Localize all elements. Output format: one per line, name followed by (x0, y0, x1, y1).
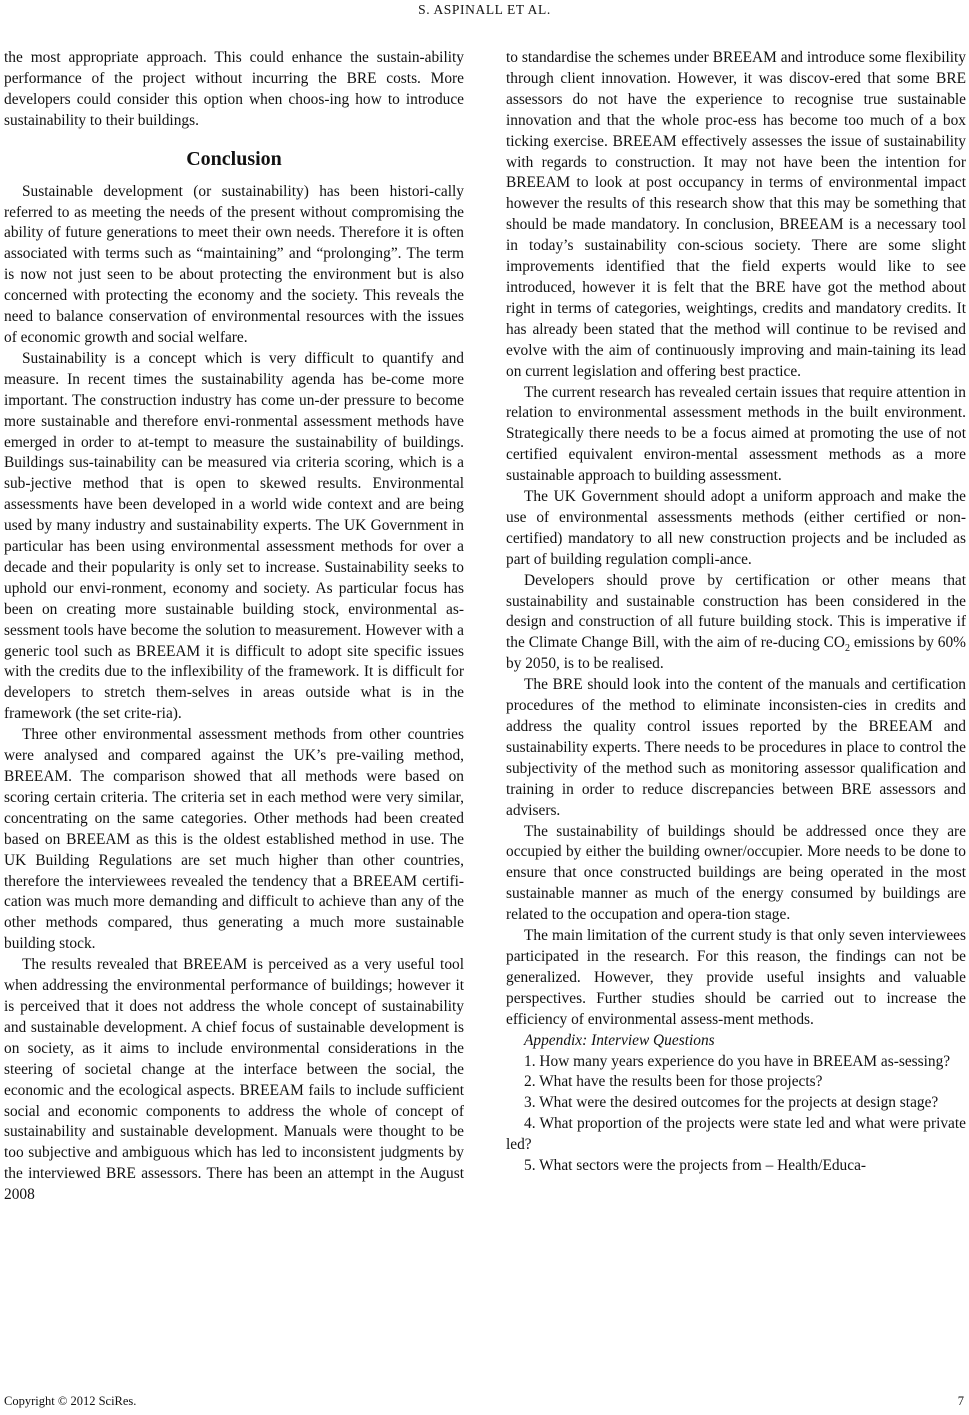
interview-question: 5. What sectors were the projects from – Health/Educa- (524, 1157, 867, 1175)
paragraph: The results revealed that BREEAM is perceived as a very useful tool when addressing the environmental performance of buildings; however it is perceived that it does not address the whole concept of sustainability and sustainable development. A chief focus of sustainable development is on society, as it aims to include environmental considerations in the steering of societal change at the interface between the social, the economic and the ecological aspects. BREEAM fails to include sufficient social and economic components to address the whole of concept of sustainability and sustainable development. Manuals were thought to be too subjective and ambiguous which has led to inconsistent judgments by the interviewed BRE assessors. There has been an attempt in the August 2008 (4, 956, 464, 1204)
paragraph: The BRE should look into the content of the manuals and certification procedures of the method to eliminate inconsisten-cies in credits and address the quality control issues reported by the BREEAM and sustainability experts. There needs to be procedures in place to control the subjectivity of the method such as monitoring assessor qualification and training in order to reduce discrepancies between BRE assessors and advisers. (506, 676, 966, 819)
appendix-heading: Appendix: Interview Questions (524, 1031, 715, 1049)
paragraph: Sustainability is a concept which is very difficult to quantify and measure. In recent times the sustainability agenda has be-come more important. The construction industry has come un-der pressure to become more sustainable and therefore envi-ronmental assessment methods have emerged in order to at-tempt to measure the sustainability of buildings. Buildings sus-tainability can be measured via criteria scoring, which is a sub-jective method that is open to skewed results. Environmental assessments have been developed in a world wide context and are being used by many industry and sustainability experts. The UK Government in particular has been using environmental assessment methods for over a decade and their popularity is only set to increase. Sustainability seeks to uphold our envi-ronment, economy and society. As particular focus has been on creating more sustainable building stock, environmental as-sessment tools have become the solution to measurement. However with a generic tool such as BREEAM it is difficult to adopt site specific issues with the credits due to the inflexibility of the framework. It is difficult for developers to stretch them-selves in areas outside what is in the framework (the set crite-ria). (4, 349, 464, 723)
paragraph: Sustainable development (or sustainability) has been histori-cally referred to as meeting the needs of the present without compromising the ability of future generations to meet their own needs. Therefore it is often associated with terms such as “maintaining” and “prolonging”. The term is now not just seen to be about protecting the environment but is also concerned with protecting the economy and the society. This reveals the need to balance conservation of environmental resources with the issues of economic growth and social welfare. (4, 182, 464, 346)
paragraph: The sustainability of buildings should be addressed once they are occupied by either the building owner/occupier. More needs to be done to ensure that once constructed buildings are being operated in the most sustainable manner as much of the energy consumed by buildings are related to the occupation and opera-tion stage. (506, 822, 966, 924)
paragraph: The current research has revealed certain issues that require attention in relation to environmental assessment methods in the built environment. Strategically there needs to be a focus aimed at promoting the use of not certified equivalent environ-mental assessment methods as a more sustainable approach to building assessment. (506, 383, 966, 485)
paragraph: Three other environmental assessment methods from other countries were analysed and compared against the UK’s pre-vailing method, BREEAM. The comparison showed that all methods were based on scoring certain criteria. The criteria set in each method were very similar, concentrating on the same categories. Other methods had been created based on BREEAM as this is the oldest established method in use. The UK Building Regulations are set much higher than other countries, therefore the interviewees revealed the tendency that a BREEAM certifi-cation was much more demanding and difficult to achieve than any of the other methods compared, thus generating a much more sustainable building stock. (4, 726, 464, 953)
page-number: 7 (957, 1394, 964, 1408)
paragraph: the most appropriate approach. This could enhance the sustain-ability performance of the project without incurring the BRE costs. More developers could consider this option when choos-ing how to introduce sustainability to their buildings. (4, 49, 464, 129)
running-head: S. ASPINALL ET AL. (418, 2, 551, 17)
text-run: emissions by 60% by 2050, is to be realised. (506, 634, 966, 673)
interview-question: 1. How many years experience do you have in BREEAM as-sessing? (524, 1052, 951, 1070)
interview-question: 4. What proportion of the projects were state led and what were private led? (506, 1115, 966, 1154)
paragraph: to standardise the schemes under BREEAM and introduce some flexibility through client innovation. However, it was discov-ered that some BRE assessors do not have the experience to recognise true sustainable innovation and that the whole proc-ess has become too much of a box ticking exercise. BREEAM effectively assesses the issue of sustainability with regards to construction. It may not have been the intention for BREEAM to look at post occupancy in terms of environmental impact however the results of this research show that this may be something that should be made mandatory. In conclusion, BREEAM is a necessary tool in today’s sustainability con-scious society. There are some slight improvements identified that the field experts would like to see introduced, however it is felt that the BRE have got the method about right in terms of categories, weightings, credits and mandatory credits. It has already been stated that the method will continue to be revised and evolve with the aim of continuously improving and main-taining its lead on current legislation and offering best practice. (506, 49, 966, 380)
interview-question: 2. What have the results been for those projects? (524, 1073, 823, 1091)
copyright-notice: Copyright © 2012 SciRes. (4, 1394, 137, 1408)
right-column (506, 48, 966, 1177)
section-heading-conclusion: Conclusion (186, 147, 282, 170)
paragraph-co2 (506, 571, 966, 676)
paragraph: The main limitation of the current study is that only seven interviewees participated in the research. For this reason, the findings can not be generalized. However, they provide useful insights and valuable perspectives. Further studies should be carried out to increase the efficiency of environmental assess-ment methods. (506, 927, 966, 1028)
paragraph: The UK Government should adopt a uniform approach and make the use of environmental assessments methods (either certified or non-certified) mandatory to all new construction projects and be included as part of building regulation compli-ance. (506, 488, 966, 568)
text-run: Developers should prove by certification or other means that sustainability and sustainable construction has been considered in the design and construction of all future building stock. This is imperative if the Climate Change Bill, with the aim of re-ducing CO (506, 571, 966, 652)
left-column (4, 48, 464, 1206)
interview-question: 3. What were the desired outcomes for the projects at design stage? (524, 1094, 939, 1112)
subscript: 2 (844, 643, 850, 655)
